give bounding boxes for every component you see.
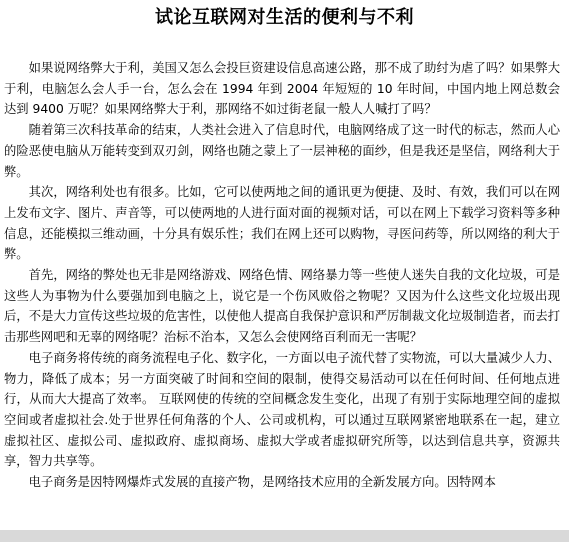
page-title: 试论互联网对生活的便利与不利 — [155, 7, 414, 28]
paragraph-3: 其次，网络利处也有很多。比如，它可以使两地之间的通讯更为便捷、及时、有效，我们可以在网上发布文字、图片、声音等，可以使两地的人进行面对面的视频对话，可以在网上下载学习资料等多种信息，还能模拟三维动画，十分具有娱乐性；我们在网上还可以购物，寻医问药等，所以网络的利大于弊。 — [4, 185, 560, 262]
paragraph-5: 电子商务将传统的商务流程电子化、数字化，一方面以电子流代替了实物流，可以大量减少人力、物力，降低了成本；另一方面突破了时间和空间的限制，使得交易活动可以在任何时间、任何地点进行，从而大大提高了效率。 互联网使的传统的空间概念发生变化，出现了有别于实际地理空间的虚拟空间或者虚拟社会.处于世界任何角落的个人、公司或机构，可以通过互联网紧密地联系在一起，建立虚拟社区、虚拟公司、虚拟政府、虚拟商场、虚拟大学或者虚拟研究所等，以达到信息共享，资源共享，智力共享等。 — [4, 350, 560, 469]
bottom-scroll-edge — [0, 530, 569, 542]
paragraph-6: 电子商务是因特网爆炸式发展的直接产物，是网络技术应用的全新发展方向。因特网本 — [28, 475, 496, 490]
paragraph-2: 随着第三次科技革命的结束，人类社会进入了信息时代，电脑网络成了这一时代的标志，然而人心的险恶使电脑从万能转变到双刃剑，网络也随之蒙上了一层神秘的面纱，但是我还是坚信，网络利大于弊。 — [4, 123, 560, 179]
article-body — [4, 58, 560, 493]
paragraph-4: 首先，网络的弊处也无非是网络游戏、网络色情、网络暴力等一些使人迷失自我的文化垃圾，可是这些人为事物为什么要强加到电脑之上，说它是一个伤风败俗之物呢？又因为什么这些文化垃圾出现后，不是大力宣传这些垃圾的危害性，以使他人提高自我保护意识和严厉制裁文化垃圾制造者，而去打击那些网吧和无辜的网络呢？治标不治本，又怎么会使网络百利而无一害呢？ — [4, 268, 560, 345]
paragraph-1: 如果说网络弊大于利，美国又怎么会投巨资建设信息高速公路，那不成了助纣为虐了吗？如果弊大于利，电脑怎么会人手一台，怎么会在 1994 年到 2004 年短短的 10 年时间，中国内地上网总数会达到 9400 万呢？如果网络弊大于利，那网络不如过街老鼠一般人人喊打了吗？ — [4, 61, 560, 117]
